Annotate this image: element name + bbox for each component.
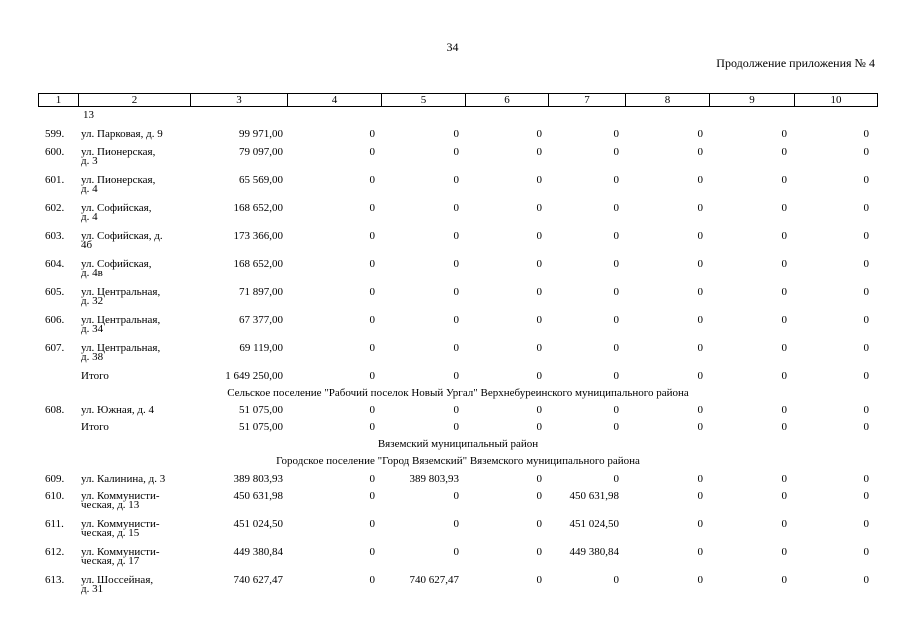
- value-c10: 0: [863, 370, 869, 382]
- value-c9: 0: [781, 230, 787, 242]
- value-c7: 0: [613, 404, 619, 416]
- value-c10: 0: [863, 342, 869, 354]
- value-c5: 0: [453, 174, 459, 186]
- value-c9: 0: [781, 286, 787, 298]
- address-line: ул. Парковая, д. 9: [81, 128, 163, 140]
- value-c9: 0: [781, 174, 787, 186]
- value-c8: 0: [697, 314, 703, 326]
- header-col-8: 8: [626, 94, 710, 106]
- value-c6: 0: [536, 202, 542, 214]
- address-line-2: д. 34: [81, 323, 104, 335]
- row-number: 600.: [45, 146, 65, 158]
- row-number: 601.: [45, 174, 65, 186]
- row-number: 603.: [45, 230, 65, 242]
- address-line: ул. Южная, д. 4: [81, 404, 154, 416]
- row-number: 612.: [45, 546, 65, 558]
- value-c9: 0: [781, 202, 787, 214]
- value-c6: 0: [536, 258, 542, 270]
- section-heading: Городское поселение "Город Вяземский" Вяземского муниципального района: [276, 455, 640, 467]
- header-col-5: 5: [382, 94, 466, 106]
- value-c10: 0: [863, 421, 869, 433]
- value-c7: 0: [613, 421, 619, 433]
- value-c5: 0: [453, 230, 459, 242]
- value-c3: 99 971,00: [239, 128, 283, 140]
- value-c4: 0: [369, 421, 375, 433]
- appendix-note: Продолжение приложения № 4: [716, 56, 875, 70]
- value-c8: 0: [697, 574, 703, 586]
- value-c9: 0: [781, 314, 787, 326]
- row-number: 599.: [45, 128, 65, 140]
- value-c3: 67 377,00: [239, 314, 283, 326]
- value-c9: 0: [781, 490, 787, 502]
- address-line: ул. Пионерская,: [81, 174, 156, 186]
- address-line-2: д. 38: [81, 351, 104, 363]
- value-c7: 0: [613, 230, 619, 242]
- value-c8: 0: [697, 473, 703, 485]
- value-c8: 0: [697, 146, 703, 158]
- value-c6: 0: [536, 370, 542, 382]
- value-c4: 0: [369, 202, 375, 214]
- value-c10: 0: [863, 404, 869, 416]
- header-col-2: 2: [79, 94, 191, 106]
- value-c10: 0: [863, 314, 869, 326]
- row-number: 611.: [45, 518, 64, 530]
- value-c7: 0: [613, 342, 619, 354]
- address-line: ул. Софийская,: [81, 258, 152, 270]
- value-c3: 450 631,98: [233, 490, 283, 502]
- row-number: 605.: [45, 286, 65, 298]
- address-line: Итого: [81, 370, 109, 382]
- value-c4: 0: [369, 128, 375, 140]
- address-line-2: д. 4: [81, 183, 98, 195]
- header-col-7: 7: [549, 94, 626, 106]
- page-number: 34: [446, 40, 459, 54]
- value-c3: 65 569,00: [239, 174, 283, 186]
- value-c6: 0: [536, 314, 542, 326]
- row-number: 602.: [45, 202, 65, 214]
- address-line: ул. Пионерская,: [81, 146, 156, 158]
- value-c5: 0: [453, 370, 459, 382]
- address-line: ул. Центральная,: [81, 314, 161, 326]
- table-header: [38, 93, 878, 107]
- value-c5: 0: [453, 314, 459, 326]
- value-c8: 0: [697, 202, 703, 214]
- address-line: Итого: [81, 421, 109, 433]
- value-c3: 168 652,00: [233, 258, 283, 270]
- value-c8: 0: [697, 518, 703, 530]
- value-c6: 0: [536, 404, 542, 416]
- address-line-2: д. 31: [81, 583, 104, 595]
- address-line-2: д. 32: [81, 295, 104, 307]
- value-c7: 0: [613, 314, 619, 326]
- value-c3: 69 119,00: [239, 342, 283, 354]
- value-c9: 0: [781, 128, 787, 140]
- address-line-2: ческая, д. 15: [81, 527, 140, 539]
- row-number: 604.: [45, 258, 65, 270]
- value-c3: 389 803,93: [233, 473, 283, 485]
- section-heading: Вяземский муниципальный район: [377, 438, 539, 450]
- value-c7: 449 380,84: [569, 546, 619, 558]
- value-c3: 451 024,50: [233, 518, 283, 530]
- value-c4: 0: [369, 546, 375, 558]
- value-c7: 0: [613, 286, 619, 298]
- value-c4: 0: [369, 258, 375, 270]
- value-c9: 0: [781, 370, 787, 382]
- value-c6: 0: [536, 128, 542, 140]
- value-c4: 0: [369, 342, 375, 354]
- header-col-10: 10: [830, 94, 842, 106]
- row-number: 607.: [45, 342, 65, 354]
- value-c9: 0: [781, 146, 787, 158]
- address-line: ул. Центральная,: [81, 342, 161, 354]
- value-c9: 0: [781, 518, 787, 530]
- address-line-2: ческая, д. 13: [81, 499, 140, 511]
- row-number: 613.: [45, 574, 65, 586]
- value-c9: 0: [781, 404, 787, 416]
- value-c7: 0: [613, 574, 619, 586]
- value-c4: 0: [369, 518, 375, 530]
- address-line-2: 4б: [81, 239, 93, 251]
- address-line-2: д. 3: [81, 155, 98, 167]
- value-c4: 0: [369, 174, 375, 186]
- value-c3: 71 897,00: [239, 286, 283, 298]
- value-c4: 0: [369, 574, 375, 586]
- value-c6: 0: [536, 490, 542, 502]
- header-col-9: 9: [710, 94, 795, 106]
- value-c5: 0: [453, 490, 459, 502]
- value-c10: 0: [863, 230, 869, 242]
- row-number: 609.: [45, 473, 65, 485]
- value-c5: 0: [453, 258, 459, 270]
- value-c4: 0: [369, 370, 375, 382]
- value-c6: 0: [536, 146, 542, 158]
- value-c8: 0: [697, 286, 703, 298]
- row-number: 610.: [45, 490, 65, 502]
- value-c8: 0: [697, 174, 703, 186]
- value-c10: 0: [863, 202, 869, 214]
- row-number: 606.: [45, 314, 65, 326]
- value-c7: 0: [613, 370, 619, 382]
- value-c7: 0: [613, 473, 619, 485]
- value-c3: 51 075,00: [239, 404, 283, 416]
- address-line-2: д. 4: [81, 211, 98, 223]
- address-line-2: д. 4в: [81, 267, 103, 279]
- value-c7: 451 024,50: [569, 518, 619, 530]
- row-number: 608.: [45, 404, 65, 416]
- value-c8: 0: [697, 490, 703, 502]
- value-c8: 0: [697, 342, 703, 354]
- value-c7: 0: [613, 174, 619, 186]
- address-line: ул. Шоссейная,: [81, 574, 154, 586]
- value-c5: 0: [453, 342, 459, 354]
- value-c5: 740 627,47: [409, 574, 459, 586]
- value-c7: 0: [613, 258, 619, 270]
- address-line: ул. Коммунисти-: [81, 518, 160, 530]
- value-c9: 0: [781, 258, 787, 270]
- value-c3: 740 627,47: [233, 574, 283, 586]
- value-c9: 0: [781, 421, 787, 433]
- value-c10: 0: [863, 490, 869, 502]
- value-c5: 0: [453, 128, 459, 140]
- value-c7: 0: [613, 146, 619, 158]
- value-c10: 0: [863, 518, 869, 530]
- value-c4: 0: [369, 404, 375, 416]
- value-c3: 449 380,84: [233, 546, 283, 558]
- value-c8: 0: [697, 258, 703, 270]
- value-c9: 0: [781, 342, 787, 354]
- address-line: ул. Коммунисти-: [81, 546, 160, 558]
- address-line: ул. Коммунисти-: [81, 490, 160, 502]
- value-c3: 51 075,00: [239, 421, 283, 433]
- address-line: ул. Калинина, д. 3: [81, 473, 166, 485]
- value-c8: 0: [697, 546, 703, 558]
- value-c5: 0: [453, 421, 459, 433]
- value-c10: 0: [863, 286, 869, 298]
- value-c9: 0: [781, 546, 787, 558]
- value-c8: 0: [697, 370, 703, 382]
- value-c5: 0: [453, 518, 459, 530]
- value-c3: 1 649 250,00: [225, 370, 283, 382]
- value-c10: 0: [863, 146, 869, 158]
- value-c7: 0: [613, 202, 619, 214]
- value-c6: 0: [536, 518, 542, 530]
- value-c10: 0: [863, 473, 869, 485]
- value-c3: 168 652,00: [233, 202, 283, 214]
- value-c6: 0: [536, 574, 542, 586]
- value-c10: 0: [863, 174, 869, 186]
- value-c7: 450 631,98: [569, 490, 619, 502]
- value-c10: 0: [863, 258, 869, 270]
- value-c5: 0: [453, 546, 459, 558]
- value-c5: 0: [453, 286, 459, 298]
- value-c4: 0: [369, 146, 375, 158]
- value-c4: 0: [369, 473, 375, 485]
- value-c9: 0: [781, 574, 787, 586]
- value-c9: 0: [781, 473, 787, 485]
- value-c6: 0: [536, 286, 542, 298]
- value-c8: 0: [697, 404, 703, 416]
- header-col-4: 4: [288, 94, 382, 106]
- section-heading: Сельское поселение "Рабочий поселок Новый Ургал" Верхнебуреинского муниципального района: [227, 387, 689, 399]
- address-line: ул. Софийская,: [81, 202, 152, 214]
- value-c6: 0: [536, 473, 542, 485]
- value-c5: 0: [453, 404, 459, 416]
- value-c10: 0: [863, 574, 869, 586]
- value-c3: 173 366,00: [233, 230, 283, 242]
- address-line: ул. Софийская, д.: [81, 230, 163, 242]
- header-col-3: 3: [191, 94, 288, 106]
- value-c4: 0: [369, 490, 375, 502]
- header-col-1: 1: [39, 94, 79, 106]
- address-line-2: ческая, д. 17: [81, 555, 140, 567]
- value-c8: 0: [697, 230, 703, 242]
- value-c4: 0: [369, 230, 375, 242]
- value-c5: 0: [453, 202, 459, 214]
- value-c5: 389 803,93: [409, 473, 459, 485]
- value-c7: 0: [613, 128, 619, 140]
- header-col-6: 6: [466, 94, 549, 106]
- value-c10: 0: [863, 546, 869, 558]
- value-c4: 0: [369, 314, 375, 326]
- value-c6: 0: [536, 546, 542, 558]
- value-c6: 0: [536, 342, 542, 354]
- value-c3: 79 097,00: [239, 146, 283, 158]
- value-c6: 0: [536, 230, 542, 242]
- address-line: ул. Центральная,: [81, 286, 161, 298]
- value-c8: 0: [697, 421, 703, 433]
- value-c5: 0: [453, 146, 459, 158]
- value-c4: 0: [369, 286, 375, 298]
- value-c10: 0: [863, 128, 869, 140]
- value-c6: 0: [536, 421, 542, 433]
- continuation-text: 13: [83, 109, 94, 121]
- value-c6: 0: [536, 174, 542, 186]
- value-c8: 0: [697, 128, 703, 140]
